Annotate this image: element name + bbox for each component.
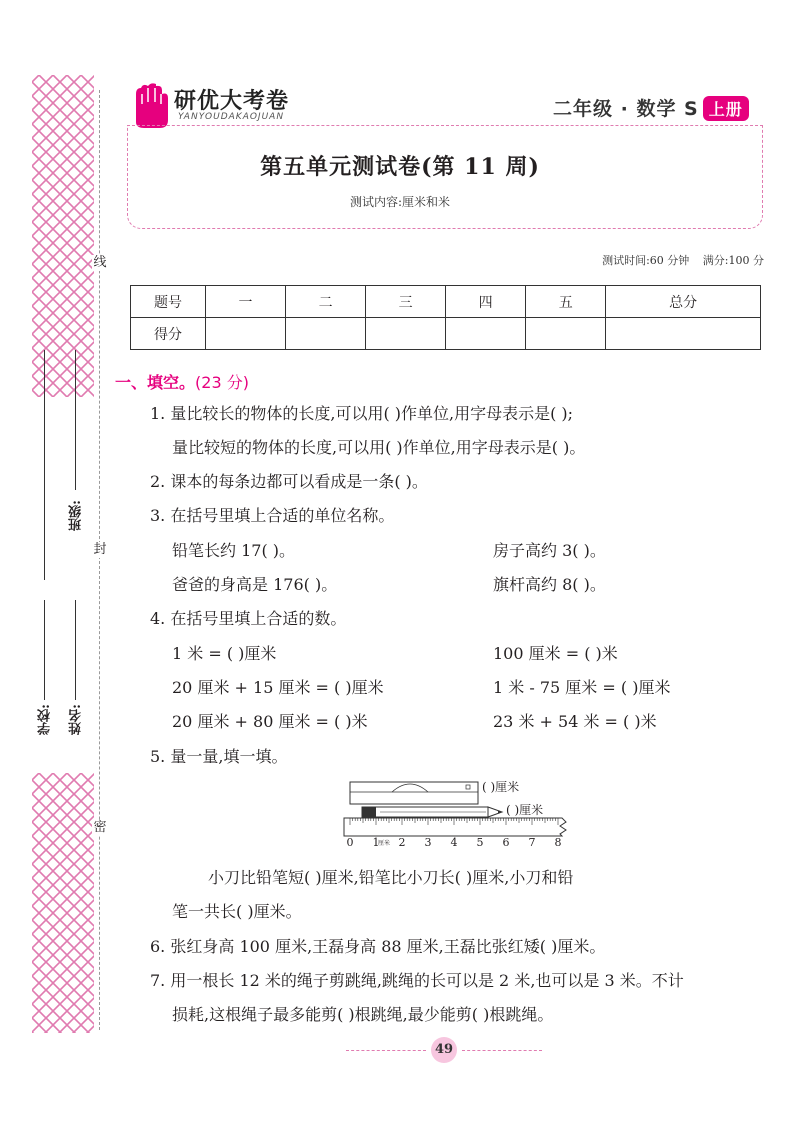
pencil-icon — [362, 807, 502, 817]
question-4-item: 100 厘米 = ( )米 — [493, 644, 618, 663]
question-4-item: 23 米 + 54 米 = ( )米 — [493, 712, 657, 731]
ruler-number: 5 — [476, 836, 484, 849]
ruler-number: 6 — [502, 836, 510, 849]
test-meta — [602, 252, 764, 268]
cut-mark-secret: 密 — [93, 820, 107, 835]
logo-title: 研优大考卷 — [174, 89, 290, 114]
class-field-line[interactable] — [75, 350, 76, 490]
question-2: 2. 课本的每条边都可以看成是一条( )。 — [150, 472, 428, 491]
knife-length-label: ( )厘米 — [482, 780, 520, 794]
score-cell[interactable] — [286, 318, 366, 350]
score-cell[interactable] — [526, 318, 606, 350]
question-7b: 损耗,这根绳子最多能剪( )根跳绳,最少能剪( )根跳绳。 — [172, 1005, 554, 1024]
score-header-cell: 题号 — [131, 286, 206, 318]
section-title: 一、填空。 — [115, 373, 196, 392]
fist-logo-icon — [130, 82, 174, 130]
knife-icon — [350, 782, 478, 804]
binding-pattern-bottom — [32, 773, 94, 1033]
class-field-label: 班级: — [69, 500, 84, 531]
page-number: 49 — [431, 1037, 457, 1063]
score-header-cell: 总分 — [606, 286, 761, 318]
pencil-diff-label: ( )厘米 — [506, 803, 544, 817]
score-header-cell: 四 — [446, 286, 526, 318]
page-title: 第五单元测试卷(第 11 周) — [260, 154, 540, 180]
ruler-diagram — [340, 778, 600, 850]
question-3-item: 铅笔长约 17( )。 — [172, 541, 296, 560]
score-cell[interactable] — [446, 318, 526, 350]
ruler-number: 4 — [450, 836, 458, 849]
footer-rule-left — [346, 1050, 426, 1051]
footer-rule-right — [462, 1050, 542, 1051]
ruler-number: 0 — [346, 836, 354, 849]
ruler-figure — [340, 778, 600, 850]
question-3-item: 房子高约 3( )。 — [493, 541, 606, 560]
question-6: 6. 张红身高 100 厘米,王磊身高 88 厘米,王磊比张红矮( )厘米。 — [150, 937, 606, 956]
ruler-unit-label: 厘米 — [378, 840, 391, 847]
question-7a: 7. 用一根长 12 米的绳子剪跳绳,跳绳的长可以是 2 米,也可以是 3 米。不计 — [150, 971, 684, 990]
binding-cut-line — [99, 90, 100, 1030]
volume-badge: 上册 — [703, 96, 749, 121]
question-3-item: 旗杆高约 8( )。 — [493, 575, 606, 594]
grade-subject — [553, 94, 749, 121]
score-row-label: 得分 — [131, 318, 206, 350]
question-1b: 量比较短的物体的长度,可以用( )作单位,用字母表示是( )。 — [172, 438, 586, 457]
school-field-line[interactable] — [44, 600, 45, 700]
question-4-item: 20 厘米 + 15 厘米 = ( )厘米 — [172, 678, 384, 697]
ruler-number: 7 — [528, 836, 536, 849]
question-5-answer-a: 小刀比铅笔短( )厘米,铅笔比小刀长( )厘米,小刀和铅 — [208, 868, 574, 887]
cut-mark-seal: 封 — [93, 542, 107, 557]
section-heading — [115, 370, 249, 393]
question-4-item: 20 厘米 + 80 厘米 = ( )米 — [172, 712, 368, 731]
question-4-item: 1 米 = ( )厘米 — [172, 644, 277, 663]
grade-text: 二年级 · 数学 S — [553, 98, 699, 120]
cut-mark-line: 线 — [93, 255, 107, 270]
school-field-line-upper[interactable] — [44, 350, 45, 580]
score-header-cell: 三 — [366, 286, 446, 318]
question-4: 4. 在括号里填上合适的数。 — [150, 609, 347, 628]
name-field-label: 姓名: — [69, 704, 84, 735]
score-header-cell: 五 — [526, 286, 606, 318]
binding-pattern-top — [32, 75, 94, 397]
logo-subtitle: YANYOUDAKAOJUAN — [178, 112, 285, 122]
school-field-label: 学校: — [38, 704, 53, 735]
score-header-row — [131, 286, 761, 318]
score-value-row — [131, 318, 761, 350]
section-points: (23 分) — [195, 373, 249, 392]
ruler-number: 2 — [398, 836, 406, 849]
full-score: 满分:100 分 — [702, 254, 764, 267]
question-4-item: 1 米 - 75 厘米 = ( )厘米 — [493, 678, 671, 697]
ruler-number: 1 — [372, 836, 380, 849]
question-3: 3. 在括号里填上合适的单位名称。 — [150, 506, 395, 525]
name-field-line[interactable] — [75, 600, 76, 700]
question-1a: 1. 量比较长的物体的长度,可以用( )作单位,用字母表示是( ); — [150, 404, 574, 423]
test-time: 测试时间:60 分钟 — [602, 254, 690, 267]
score-cell[interactable] — [606, 318, 761, 350]
score-header-cell: 二 — [286, 286, 366, 318]
score-cell[interactable] — [366, 318, 446, 350]
question-5-answer-b: 笔一共长( )厘米。 — [172, 902, 302, 921]
test-content: 测试内容:厘米和米 — [349, 195, 451, 209]
score-table — [130, 285, 761, 350]
score-cell[interactable] — [206, 318, 286, 350]
question-5: 5. 量一量,填一填。 — [150, 747, 288, 766]
ruler-number: 3 — [424, 836, 432, 849]
score-header-cell: 一 — [206, 286, 286, 318]
question-3-item: 爸爸的身高是 176( )。 — [172, 575, 338, 594]
ruler-number: 8 — [554, 836, 562, 849]
